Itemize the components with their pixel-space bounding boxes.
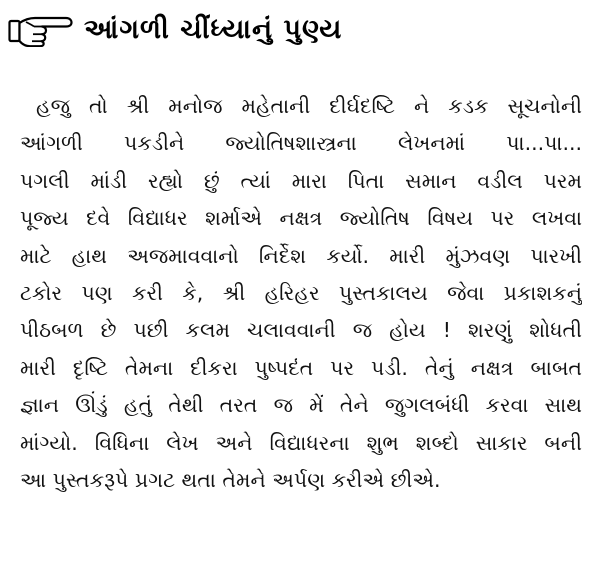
paragraph-line: આ પુસ્તકરૂપે પ્રગટ થતા તેમને અર્પણ કરીએ છીએ.	[20, 467, 441, 492]
paragraph-line: ટકોર પણ કરી કે, શ્રી હરિહર પુસ્તકાલય જેવા પ્રકાશકનું	[20, 280, 582, 305]
paragraph-line: માટે હાથ અજમાવવાનો નિર્દેશ કર્યો. મારી મુંઝવણ પારખી	[20, 243, 582, 268]
paragraph-line: પૂજ્ય દવે વિદ્યાધર શર્માએ નક્ષત્ર જ્યોતિષ વિષય પર લખવા	[20, 206, 582, 231]
paragraph-line: મારી દૃષ્ટિ તેમના દીકરા પુષ્પદંત પર પડી. તેનું નક્ષત્ર બાબત	[20, 355, 582, 380]
paragraph-line: પગલી માંડી રહ્યો છું ત્યાં મારા પિતા સમાન વડીલ પરમ	[20, 168, 582, 193]
paragraph-line: માંગ્યો. વિધિના લેખ અને વિદ્યાધરના શુભ શબ્દો સાકાર બની	[20, 430, 582, 455]
section-heading	[8, 10, 342, 50]
paragraph-line: પીઠબળ છે પછી કલમ ચલાવવાની જ હોય ! શરણું શોધતી	[20, 318, 582, 343]
body-paragraph	[20, 88, 582, 499]
section-title: આંગળી ચીંધ્યાનું પુણ્ય	[84, 14, 343, 45]
paragraph-line: જ્ઞાન ઊંડું હતું તેથી તરત જ મેં તેને જુગલબંધી કરવા સાથ	[20, 393, 582, 418]
pointing-hand-icon	[8, 13, 74, 47]
paragraph-line: આંગળી પકડીને જ્યોતિષશાસ્ત્રના લેખનમાં પા...પા...	[20, 131, 582, 156]
paragraph-line: હજુ તો શ્રી મનોજ મહેતાની દીર્ઘદષ્ટિ ને કડક સૂચનોની	[36, 94, 582, 118]
